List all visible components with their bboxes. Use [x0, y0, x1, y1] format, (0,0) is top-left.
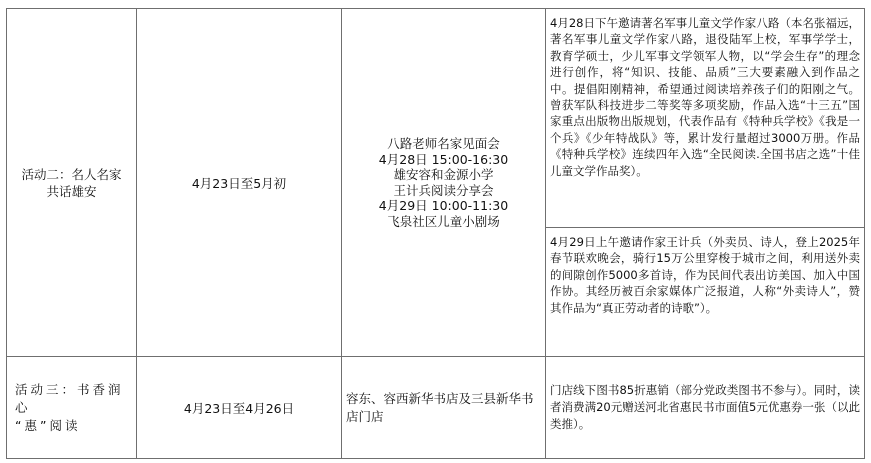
description-paragraph: 4月28日下午邀请著名军事儿童文学作家八路（本名张福远，著名军事儿童文学作家八路，退役陆军上校，军事学学士，教育学硕士，少儿军事文学领军人物，以“学会生存”的理念进行创作，将“知识、技能、品质”三大要素融入到作品之中。提倡阳刚精神，希望通过阅读培养孩子们的阳刚之气。曾获军队科技进步二等奖等多项奖励，作品入选“十三五”国家重点出版物出版规划，代表作品有《特种兵学校》《我是一个兵》《少年特战队》等，累计发行量超过3000万册。作品《特种兵学校》连续四年入选“全民阅读.全国书店之选”十佳儿童文学作品奖）。 — [546, 9, 864, 228]
venue-line: 飞泉社区儿童小剧场 — [387, 213, 500, 229]
activity-name-line: 活动三：书香润心 — [15, 381, 124, 415]
activity-name-line: “惠”阅读 — [15, 417, 81, 433]
venue-line: 王计兵阅读分享会 — [393, 182, 494, 198]
description-paragraph: 门店线下图书85折惠销（部分党政类图书不参与）。同时，读者消费满20元赠送河北省惠民书市面值5元优惠券一张（以此类推）。 — [550, 383, 860, 431]
venue-line: 4月29日 10:00-11:30 — [378, 198, 509, 213]
activity-name-line: 共话雄安 — [46, 183, 97, 199]
table-row — [7, 357, 865, 459]
activity-description-cell — [546, 357, 865, 459]
activity-name-line: 活动二：名人名家 — [21, 166, 122, 182]
activity-date-cell — [137, 9, 342, 357]
activity-date: 4月23日至4月26日 — [183, 400, 295, 416]
activity-description-cell — [546, 9, 865, 357]
activity-name-cell — [7, 9, 137, 357]
activity-date: 4月23日至5月初 — [191, 175, 287, 191]
table-row — [7, 9, 865, 357]
venue-text: 容东、容西新华书店及三县新华书店门店 — [346, 390, 534, 424]
activity-venue-cell — [342, 9, 546, 357]
activity-schedule-table — [6, 8, 865, 459]
activity-venue-cell — [342, 357, 546, 459]
description-paragraph: 4月29日上午邀请作家王计兵（外卖员、诗人，登上2025年春节联欢晚会，骑行15万公里穿梭于城市之间，利用送外卖的间隙创作5000多首诗，作为民间代表出访美国、加入中国作协。其经历被百余家媒体广泛报道，人称“外卖诗人”，赞其作品为“真正劳动者的诗歌”）。 — [550, 235, 860, 315]
activity-name-cell — [7, 357, 137, 459]
venue-line: 4月28日 15:00-16:30 — [378, 151, 509, 167]
venue-line: 八路老师名家见面会 — [387, 136, 500, 151]
venue-line: 雄安容和金源小学 — [393, 167, 494, 182]
activity-date-cell — [137, 357, 342, 459]
